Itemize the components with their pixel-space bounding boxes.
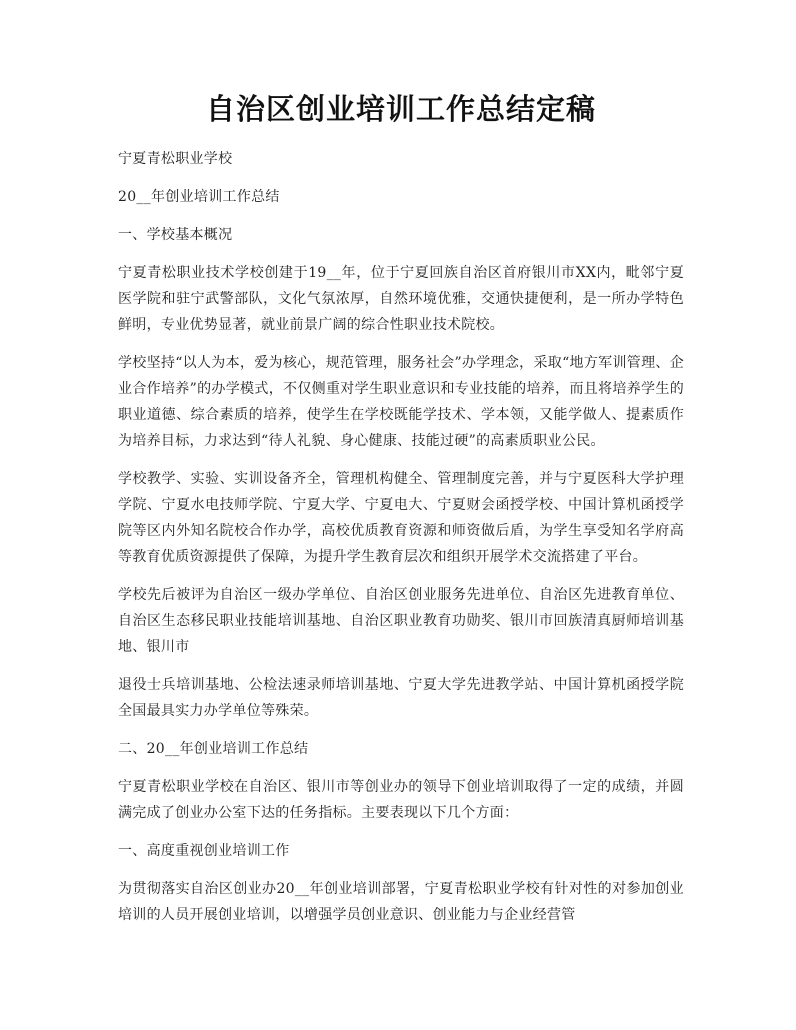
subsection-heading-emphasis: 一、高度重视创业培训工作 [118,843,290,859]
paragraph-honors-part1: 学校先后被评为自治区一级办学单位、自治区创业服务先进单位、自治区先进教育单位、自治区生态移民职业技能培训基地、自治区职业教育功勋奖、银川市回族清真厨师培训基地、银川市 [118,587,684,655]
paragraph-training-implementation: 为贯彻落实自治区创业办20__年创业培训部署，宁夏青松职业学校有针对性的对参加创业培训的人员开展创业培训，以增强学员创业意识、创业能力与企业经营管 [118,881,684,923]
section-heading-training-summary: 二、20__年创业培训工作总结 [118,741,309,757]
document-title: 自治区创业培训工作总结定稿 [205,92,596,126]
paragraph-school-history: 宁夏青松职业技术学校创建于19__年，位于宁夏回族自治区首府银川市XX内，毗邻宁夏医学院和驻宁武警部队，文化气氛浓厚，自然环境优雅，交通快捷便利，是一所办学特色鲜明，专业优势显著，就业前景广阔的综合性职业技术院校。 [118,265,684,333]
paragraph-facilities-partnerships: 学校教学、实验、实训设备齐全，管理机构健全、管理制度完善，并与宁夏医科大学护理学院、宁夏水电技师学院、宁夏大学、宁夏电大、宁夏财会函授学校、中国计算机函授学院等区内外知名院校合作办学，高校优质教育资源和师资做后盾，为学生享受知名学府高等教育优质资源提供了保障，为提升学生教育层次和组织开展学术交流搭建了平台。 [118,471,684,565]
paragraph-honors-part2: 退役士兵培训基地、公检法速录师培训基地、宁夏大学先进教学站、中国计算机函授学院全国最具实力办学单位等殊荣。 [118,677,684,719]
section-heading-school-overview: 一、学校基本概况 [118,227,233,243]
report-subtitle: 20__年创业培训工作总结 [118,189,280,205]
paragraph-training-results: 宁夏青松职业学校在自治区、银川市等创业办的领导下创业培训取得了一定的成绩，并圆满完成了创业办公室下达的任务指标。主要表现以下几个方面： [118,779,684,821]
school-name-line: 宁夏青松职业学校 [118,151,233,167]
document-page [118,86,684,940]
paragraph-school-philosophy: 学校坚持“以人为本，爱为核心，规范管理，服务社会”办学理念，采取“地方军训管理、企业合作培养”的办学模式，不仅侧重对学生职业意识和专业技能的培养，而且将培养学生的职业道德、综合素质的培养，使学生在学校既能学技术、学本领，又能学做人、提素质作为培养目标，力求达到“待人礼貌、身心健康、技能过硬”的高素质职业公民。 [118,355,684,449]
